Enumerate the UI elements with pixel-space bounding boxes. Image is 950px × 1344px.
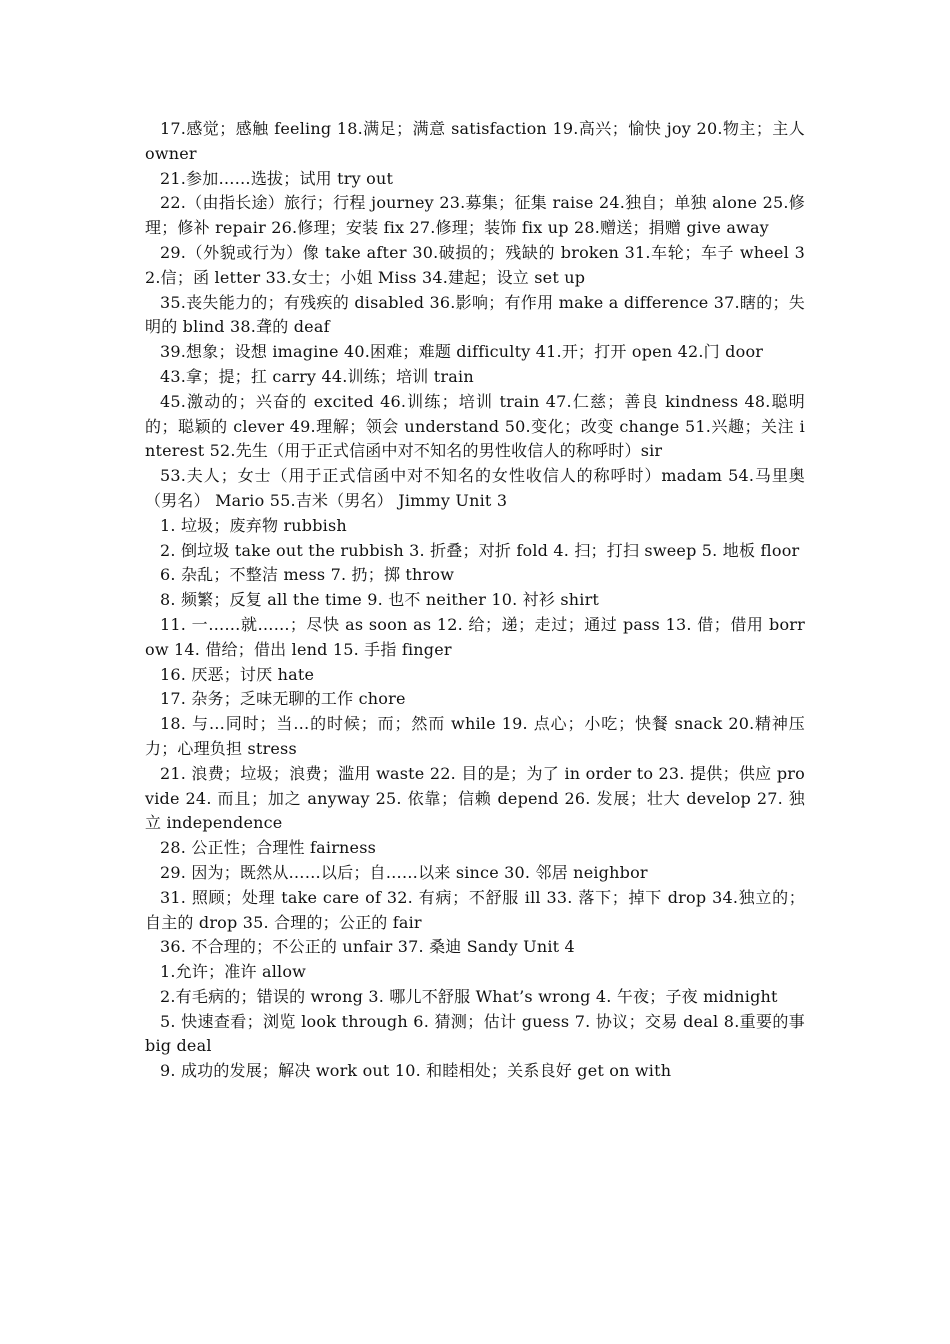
- vocab-paragraph: 35.丧失能力的；有残疾的 disabled 36.影响；有作用 make a difference 37.瞎的；失明的 blind 38.聋的 deaf: [145, 292, 805, 337]
- vocab-paragraph: 1.允许；准许 allow: [160, 962, 307, 982]
- vocab-paragraph: 5. 快速查看；浏览 look through 6. 猜测；估计 guess 7. 协议；交易 deal 8.重要的事 big deal: [145, 1011, 805, 1056]
- vocab-paragraph: 6. 杂乱；不整洁 mess 7. 扔；掷 throw: [160, 565, 455, 585]
- vocab-paragraph: 2.有毛病的；错误的 wrong 3. 哪儿不舒服 What’s wrong 4. 午夜；子夜 midnight: [160, 986, 778, 1006]
- vocab-paragraph: 17.感觉；感触 feeling 18.满足；满意 satisfaction 19.高兴；愉快 joy 20.物主；主人 owner: [145, 119, 805, 163]
- vocab-paragraph: 22.（由指长途）旅行；行程 journey 23.募集；征集 raise 24.独自；单独 alone 25.修理；修补 repair 26.修理；安装 fix 27.修理；装饰 fix up 28.赠送；捐赠 give away: [145, 193, 805, 238]
- vocab-paragraph: 21. 浪费；垃圾；浪费；滥用 waste 22. 目的是；为了 in order to 23. 提供；供应 provide 24. 而且；加之 anyway 25. 依靠；信赖 depend 26. 发展；壮大 develop 27. 独立 independence: [145, 763, 805, 833]
- vocab-paragraph: 9. 成功的发展；解决 work out 10. 和睦相处；关系良好 get on with: [160, 1061, 672, 1081]
- vocab-paragraph: 31. 照顾；处理 take care of 32. 有病；不舒服 ill 33. 落下；掉下 drop 34.独立的；自主的 drop 35. 合理的；公正的 fair: [145, 887, 805, 932]
- vocab-paragraph: 21.参加……选拔；试用 try out: [160, 168, 394, 188]
- vocab-paragraph: 53.夫人；女士（用于正式信函中对不知名的女性收信人的称呼时）madam 54.马里奥（男名） Mario 55.吉米（男名） Jimmy Unit 3: [145, 466, 805, 510]
- vocab-paragraph: 1. 垃圾；废弃物 rubbish: [160, 515, 347, 535]
- vocab-paragraph: 36. 不合理的；不公正的 unfair 37. 桑迪 Sandy Unit 4: [160, 937, 575, 957]
- vocab-paragraph: 29.（外貌或行为）像 take after 30.破损的；残缺的 broken 31.车轮；车子 wheel 32.信；函 letter 33.女士；小姐 Miss 34.建起；设立 set up: [145, 242, 805, 287]
- vocab-paragraph: 8. 频繁；反复 all the time 9. 也不 neither 10. 衬衫 shirt: [160, 590, 600, 610]
- vocab-paragraph: 29. 因为；既然从……以后；自……以来 since 30. 邻居 neighbor: [160, 862, 648, 882]
- vocab-paragraph: 16. 厌恶；讨厌 hate: [160, 664, 315, 684]
- vocab-paragraph: 39.想象；设想 imagine 40.困难；难题 difficulty 41.开；打开 open 42.门 door: [160, 342, 764, 362]
- vocab-paragraph: 11. 一……就……；尽快 as soon as 12. 给；递；走过；通过 pass 13. 借；借用 borrow 14. 借给；借出 lend 15. 手指 finger: [145, 614, 805, 659]
- vocab-paragraph: 28. 公正性；合理性 fairness: [160, 838, 377, 858]
- vocabulary-page: [145, 117, 805, 1084]
- vocab-paragraph: 2. 倒垃圾 take out the rubbish 3. 折叠；对折 fold 4. 扫；打扫 sweep 5. 地板 floor: [160, 540, 800, 560]
- vocab-paragraph: 43.拿；提；扛 carry 44.训练；培训 train: [160, 366, 474, 386]
- vocab-paragraph: 17. 杂务；乏味无聊的工作 chore: [160, 689, 406, 709]
- vocab-paragraph: 18. 与…同时；当…的时候；而；然而 while 19. 点心；小吃；快餐 snack 20.精神压力；心理负担 stress: [145, 714, 805, 758]
- vocab-paragraph: 45.激动的；兴奋的 excited 46.训练；培训 train 47.仁慈；善良 kindness 48.聪明的；聪颖的 clever 49.理解；领会 understand 50.变化；改变 change 51.兴趣；关注 interest 52.先生（用于正式信函中对不知名的男性收信人的称呼时）sir: [145, 391, 805, 461]
